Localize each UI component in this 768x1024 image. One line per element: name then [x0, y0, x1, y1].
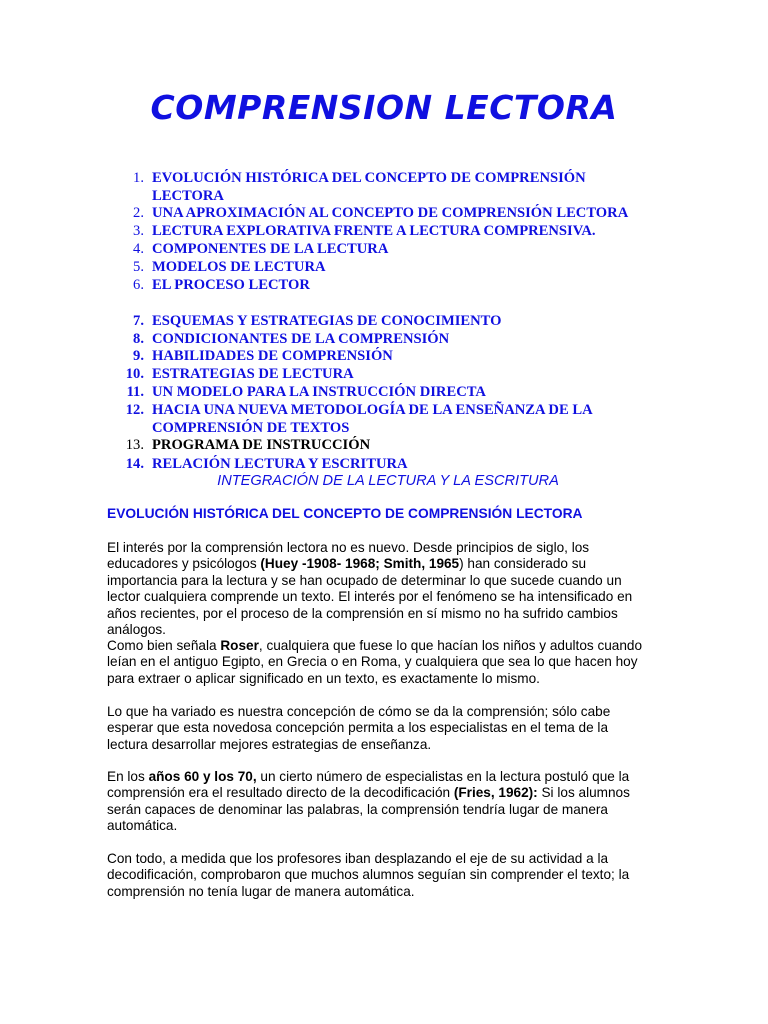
toc-item-number: 14.	[125, 456, 144, 472]
toc-item-label: ESTRATEGIAS DE LECTURA	[152, 366, 354, 382]
toc-item-label: EVOLUCIÓN HISTÓRICA DEL CONCEPTO DE COMPRENSIÓN	[152, 170, 586, 186]
toc-item-number: 5.	[133, 259, 144, 275]
section-heading: EVOLUCIÓN HISTÓRICA DEL CONCEPTO DE COMPRENSIÓN LECTORA	[107, 506, 583, 521]
toc-item-label: LECTURA EXPLORATIVA FRENTE A LECTURA COMPRENSIVA.	[152, 223, 596, 239]
toc-subline: INTEGRACIÓN DE LA LECTURA Y LA ESCRITURA	[217, 473, 559, 489]
toc-item-number: 2.	[133, 205, 144, 221]
toc-item-label: HACIA UNA NUEVA METODOLOGÍA DE LA ENSEÑANZA DE LA	[152, 402, 593, 418]
toc-item-number: 13.	[125, 437, 144, 453]
paragraph-text: Si los alumnos serán capaces de denominar las palabras, la comprensión tendría lugar de manera automática.	[107, 785, 630, 834]
toc-item-number: 11.	[126, 384, 144, 400]
toc-item-number: 3.	[133, 223, 144, 239]
toc-item-label: CONDICIONANTES DE LA COMPRENSIÓN	[152, 331, 450, 347]
toc-item-number: 4.	[133, 241, 144, 257]
toc-item-label: MODELOS DE LECTURA	[152, 259, 326, 275]
toc-item-label: UN MODELO PARA LA INSTRUCCIÓN DIRECTA	[152, 384, 486, 400]
toc-item-label: RELACIÓN LECTURA Y ESCRITURA	[152, 456, 408, 472]
citation: (Fries, 1962):	[453, 785, 538, 801]
paragraph-text: El interés por la comprensión lectora no es nuevo. Desde principios de siglo, los educadores y psicólogos	[107, 540, 590, 572]
citation: (Huey -1908- 1968; Smith, 1965	[260, 556, 460, 572]
toc-item-label: ESQUEMAS Y ESTRATEGIAS DE CONOCIMIENTO	[152, 313, 502, 329]
toc-item-label: EL PROCESO LECTOR	[152, 277, 310, 293]
toc-item-label: PROGRAMA DE INSTRUCCIÓN	[152, 437, 371, 453]
toc-item-label: HABILIDADES DE COMPRENSIÓN	[152, 348, 393, 364]
toc-item-number: 6.	[133, 277, 144, 293]
toc-item-label-continued: LECTORA	[152, 187, 224, 204]
paragraph: Con todo, a medida que los profesores iban desplazando el eje de su actividad a la decodificación, comprobaron que muchos alumnos seguían sin comprender el texto; la comprensión no tenía lugar de manera automática.	[107, 851, 630, 899]
page-title: COMPRENSION LECTORA	[150, 88, 618, 127]
paragraph	[107, 638, 647, 687]
paragraph: Lo que ha variado es nuestra concepción de cómo se da la comprensión; sólo cabe esperar que esta novedosa concepción permita a los especialistas en el tema de la lectura desarrollar mejores estrategias de enseñanza.	[107, 704, 611, 752]
toc-item-number: 10.	[125, 366, 144, 382]
toc-item-label-continued: COMPRENSIÓN DE TEXTOS	[152, 419, 350, 436]
toc-item-number: 7.	[133, 313, 144, 329]
toc-item-number: 9.	[133, 348, 144, 364]
paragraph	[107, 540, 647, 638]
toc-item-number: 8.	[133, 331, 144, 347]
toc-item-label: COMPONENTES DE LA LECTURA	[152, 241, 389, 257]
paragraph	[107, 769, 647, 835]
emphasis: años 60 y los 70,	[148, 769, 257, 784]
paragraph-text: ) han considerado su importancia para la lectura y se han ocupado de determinar lo que sucede cuando un lector cualquiera comprende un texto. El interés por el fenómeno se ha intensificado en años recientes, por el proceso de la comprensión en sí mismo no ha sufrido cambios análogos.	[107, 556, 633, 638]
paragraph-text: un cierto número de especialistas en la lectura postuló que la comprensión era el resultado directo de la decodificación	[107, 769, 630, 801]
toc-item-number: 1.	[133, 170, 144, 186]
paragraph-text: , cualquiera que fuese lo que hacían los niños y adultos cuando leían en el antiguo Egipto, en Grecia o en Roma, y cualquiera que sea lo que hacen hoy para extraer o aplicar significado en un texto, es exactamente lo mismo.	[107, 638, 643, 686]
paragraph-text: En los	[107, 769, 149, 784]
paragraph-text: Como bien señala	[107, 638, 221, 653]
toc-item-label: UNA APROXIMACIÓN AL CONCEPTO DE COMPRENSIÓN LECTORA	[152, 205, 629, 221]
toc-item-number: 12.	[125, 402, 144, 418]
author-name: Roser	[220, 638, 259, 653]
